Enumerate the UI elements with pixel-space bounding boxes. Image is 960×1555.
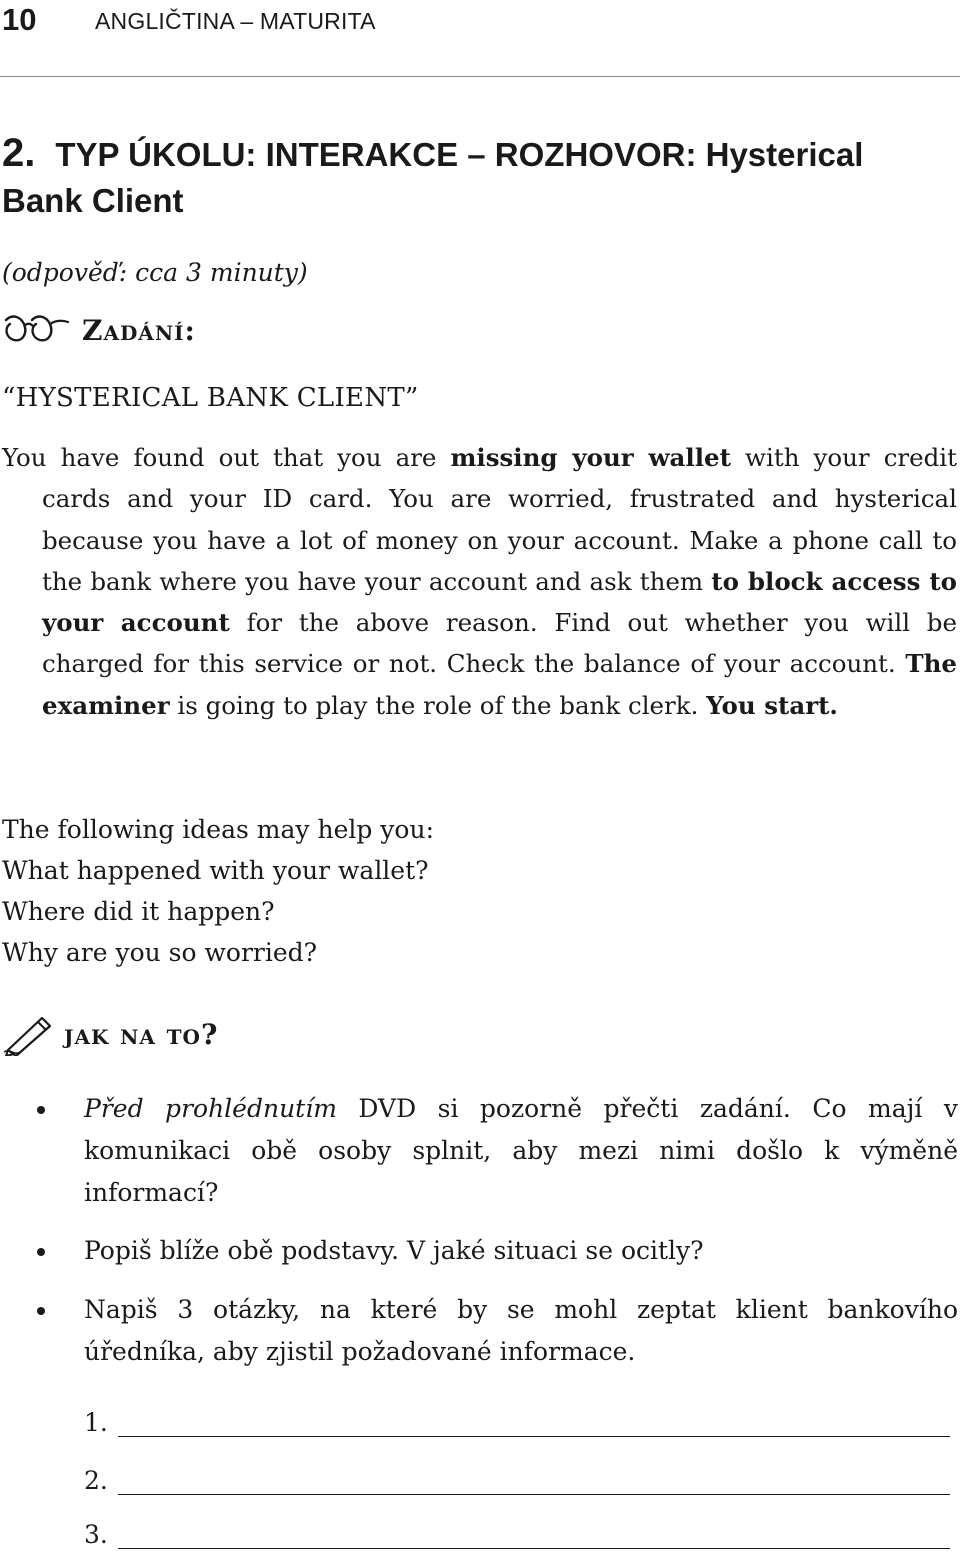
step-text: Napiš 3 otázky, na které by se mohl zeptat klient bankovího úředníka, aby zjistil požadované informace. [84, 1295, 958, 1366]
answer-duration: (odpověď: cca 3 minuty) [2, 258, 308, 287]
list-item [0, 1088, 960, 1214]
bullet-icon [37, 1307, 45, 1315]
task-heading [2, 130, 942, 224]
bullet-icon [37, 1248, 45, 1256]
assignment-label: Zadání: [82, 313, 196, 347]
scenario-instructions [2, 437, 957, 726]
how-to-heading [2, 1012, 218, 1056]
idea-item: Where did it happen? [2, 897, 275, 926]
glasses-icon [2, 310, 74, 350]
instructions-text-2: with your credit cards and your ID card. You are worried, frustrated and hysterical because you have a lot of money on your account. Make a phone call to the bank where you have your account and ask them [42, 443, 957, 596]
task-number: 2. [2, 131, 36, 175]
instructions-bold-3: The examiner [42, 649, 957, 720]
scenario-title: “HYSTERICAL BANK CLIENT” [2, 383, 419, 413]
step-text: DVD si pozorně přečti zadání. Co mají v komunikaci obě osoby splnit, aby mezi nimi došlo k výměně informací? [84, 1094, 958, 1207]
page-number: 10 [2, 2, 37, 37]
instructions-bold-4: You start. [706, 690, 838, 720]
page-header [0, 0, 960, 77]
answer-number: 3. [84, 1520, 108, 1549]
idea-item: What happened with your wallet? [2, 856, 429, 885]
ideas-list [2, 809, 434, 973]
pen-writing-icon [2, 1012, 58, 1056]
task-title-text: TYP ÚKOLU: INTERAKCE – ROZHOVOR: Hysterical Bank Client [2, 136, 864, 219]
answer-blank[interactable] [118, 1548, 950, 1549]
instructions-bold-1: missing your wallet [450, 443, 731, 472]
instructions-text-4: is going to play the role of the bank clerk. [169, 690, 707, 720]
answer-line-2[interactable] [84, 1461, 950, 1501]
list-item [0, 1289, 960, 1373]
ideas-intro: The following ideas may help you: [2, 815, 435, 844]
running-title: ANGLIČTINA – MATURITA [95, 8, 376, 34]
list-item [0, 1230, 960, 1272]
answer-blank[interactable] [118, 1436, 950, 1437]
answer-line-1[interactable] [84, 1403, 950, 1443]
answer-number: 1. [84, 1408, 108, 1437]
instructions-text-3: for the above reason. Find out whether you will be charged for this service or not. Check the balance of your account. [42, 608, 957, 679]
bullet-icon [37, 1106, 45, 1114]
idea-item: Why are you so worried? [2, 938, 318, 967]
step-text: Popiš blíže obě podstavy. V jaké situaci se ocitly? [84, 1236, 704, 1265]
instructions-bold-2: to block access to your account [42, 566, 957, 638]
how-to-steps [0, 1088, 960, 1389]
instructions-text-1: You have found out that you are [2, 443, 451, 472]
step-italic: Před prohlédnutím [84, 1094, 337, 1123]
assignment-heading [2, 310, 196, 350]
answer-line-3[interactable] [84, 1515, 950, 1555]
how-to-label: jak na to? [64, 1017, 219, 1051]
answer-blank[interactable] [118, 1494, 950, 1495]
answer-number: 2. [84, 1466, 108, 1495]
